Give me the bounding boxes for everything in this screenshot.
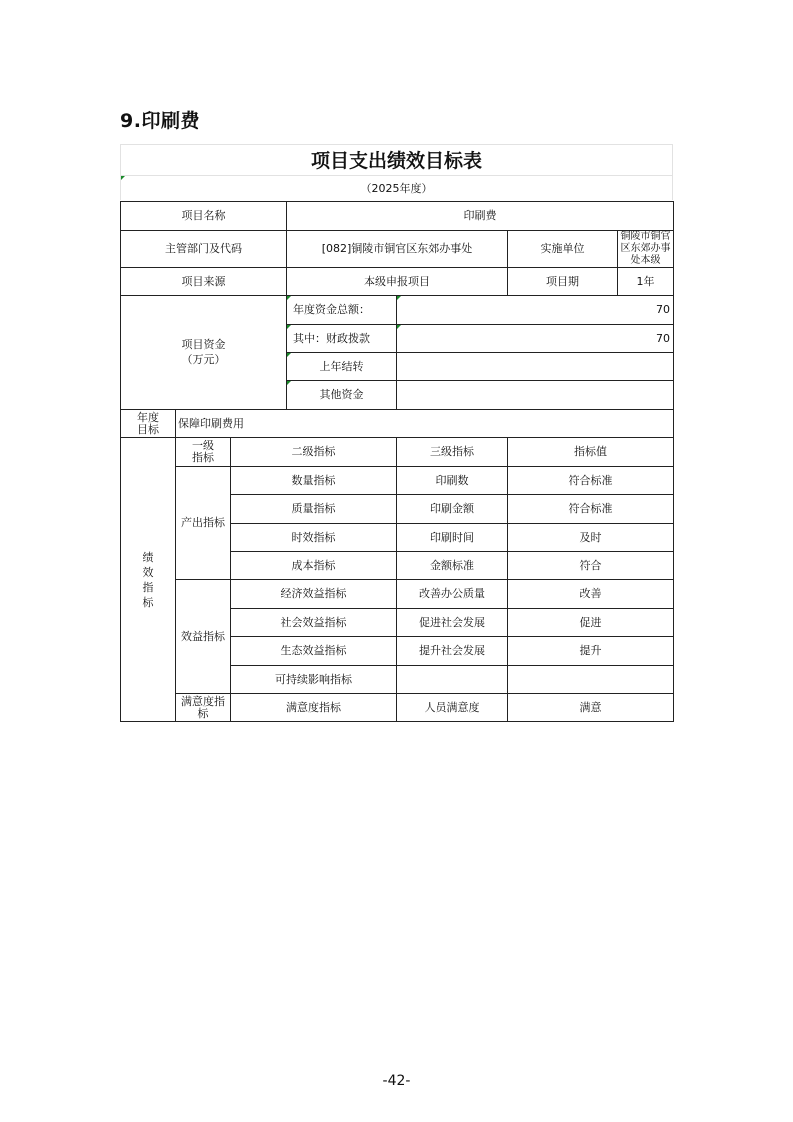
indicator-value: 符合标准 xyxy=(508,467,674,495)
level2-cell: 生态效益指标 xyxy=(231,637,397,666)
funds-lastyear-label-text: 上年结转 xyxy=(319,359,364,373)
annual-goal-label xyxy=(121,410,176,438)
level2-cell: 数量指标 xyxy=(231,467,397,495)
cell-marker-icon xyxy=(287,325,291,329)
level2-cell: 社会效益指标 xyxy=(231,609,397,637)
benefit-indicator-label: 效益指标 xyxy=(176,580,231,694)
table-row xyxy=(121,580,674,609)
table-row xyxy=(121,410,674,438)
level3-cell: 促进社会发展 xyxy=(397,609,508,637)
table-row xyxy=(121,231,674,268)
table-row xyxy=(121,268,674,296)
level2-cell: 成本指标 xyxy=(231,552,397,580)
level2-header: 二级指标 xyxy=(231,438,397,467)
source-value: 本级申报项目 xyxy=(287,268,508,296)
perf-char: 指 xyxy=(142,580,154,594)
funds-lastyear-label xyxy=(287,353,397,381)
perf-char: 标 xyxy=(142,595,154,609)
funds-fiscal-label-text: 其中：财政拨款 xyxy=(293,331,371,345)
annual-goal-value: 保障印刷费用 xyxy=(176,410,674,438)
funds-fiscal-value xyxy=(397,325,674,353)
level2-cell: 可持续影响指标 xyxy=(231,666,397,694)
level3-cell: 提升社会发展 xyxy=(397,637,508,666)
funds-lastyear-value xyxy=(397,353,674,381)
table-title: 项目支出绩效目标表 xyxy=(121,147,672,176)
page-number: -42- xyxy=(382,1073,411,1089)
funds-other-label xyxy=(287,381,397,410)
source-label: 项目来源 xyxy=(121,268,287,296)
cell-marker-icon xyxy=(397,296,401,300)
indicator-value: 满意 xyxy=(508,694,674,722)
level3-cell: 金额标准 xyxy=(397,552,508,580)
level3-cell: 人员满意度 xyxy=(397,694,508,722)
level2-cell: 时效指标 xyxy=(231,524,397,552)
level3-cell: 改善办公质量 xyxy=(397,580,508,609)
indicator-value: 及时 xyxy=(508,524,674,552)
level2-cell: 质量指标 xyxy=(231,495,397,524)
project-name-label: 项目名称 xyxy=(121,202,287,231)
cell-marker-icon xyxy=(287,353,291,357)
table-row xyxy=(121,467,674,495)
indicator-value: 提升 xyxy=(508,637,674,666)
funds-other-value xyxy=(397,381,674,410)
level1-header-line2: 指标 xyxy=(192,451,214,464)
dept-label: 主管部门及代码 xyxy=(121,231,287,268)
indicator-value: 改善 xyxy=(508,580,674,609)
funds-fiscal-value-text: 70 xyxy=(656,331,671,345)
cell-marker-icon xyxy=(397,325,401,329)
performance-goal-table xyxy=(120,201,674,722)
funds-fiscal-label xyxy=(287,325,397,353)
level3-cell: 印刷数 xyxy=(397,467,508,495)
funds-label-line1: 项目资金 xyxy=(181,338,226,351)
level2-cell: 经济效益指标 xyxy=(231,580,397,609)
satisfaction-indicator-label xyxy=(176,694,231,722)
indicator-value xyxy=(508,666,674,694)
funds-total-value-text: 70 xyxy=(656,303,671,316)
indicator-value: 促进 xyxy=(508,609,674,637)
table-title-block xyxy=(120,144,673,200)
impl-value: 铜陵市铜官区东郊办事处本级 xyxy=(618,231,674,268)
level3-cell: 印刷金额 xyxy=(397,495,508,524)
perf-indicator-label xyxy=(121,438,176,722)
funds-other-label-text: 其他资金 xyxy=(319,388,364,401)
indicator-value: 符合标准 xyxy=(508,495,674,524)
table-year: （2025年度） xyxy=(360,182,433,195)
cell-marker-icon xyxy=(121,176,125,180)
indicator-value: 符合 xyxy=(508,552,674,580)
cell-marker-icon xyxy=(287,381,291,385)
satisfaction-label-line1: 满意度指 xyxy=(181,694,225,708)
annual-goal-label-line1: 年度 xyxy=(137,410,159,424)
value-header: 指标值 xyxy=(508,438,674,467)
project-name-value: 印刷费 xyxy=(287,202,674,231)
dept-value: [082]铜陵市铜官区东郊办事处 xyxy=(287,231,508,268)
period-label: 项目期 xyxy=(508,268,618,296)
output-indicator-label: 产出指标 xyxy=(176,467,231,580)
table-row xyxy=(121,296,674,325)
level1-header xyxy=(176,438,231,467)
impl-label: 实施单位 xyxy=(508,231,618,268)
level3-cell: 印刷时间 xyxy=(397,524,508,552)
funds-label xyxy=(121,296,287,410)
table-row xyxy=(121,202,674,231)
annual-goal-label-line2: 目标 xyxy=(137,422,159,436)
level3-cell xyxy=(397,666,508,694)
section-title: 9.印刷费 xyxy=(120,110,200,132)
funds-total-value xyxy=(397,296,674,325)
level2-cell: 满意度指标 xyxy=(231,694,397,722)
satisfaction-label-line2: 标 xyxy=(197,706,209,720)
funds-label-line2: （万元） xyxy=(181,353,226,366)
level1-header-line1: 一级 xyxy=(192,439,214,452)
perf-char: 效 xyxy=(142,565,154,579)
table-row xyxy=(121,694,674,722)
funds-total-label-text: 年度资金总额： xyxy=(293,303,371,316)
cell-marker-icon xyxy=(287,296,291,300)
table-row xyxy=(121,438,674,467)
funds-total-label xyxy=(287,296,397,325)
period-value: 1年 xyxy=(618,268,674,296)
perf-char: 绩 xyxy=(142,550,154,564)
level3-header: 三级指标 xyxy=(397,438,508,467)
